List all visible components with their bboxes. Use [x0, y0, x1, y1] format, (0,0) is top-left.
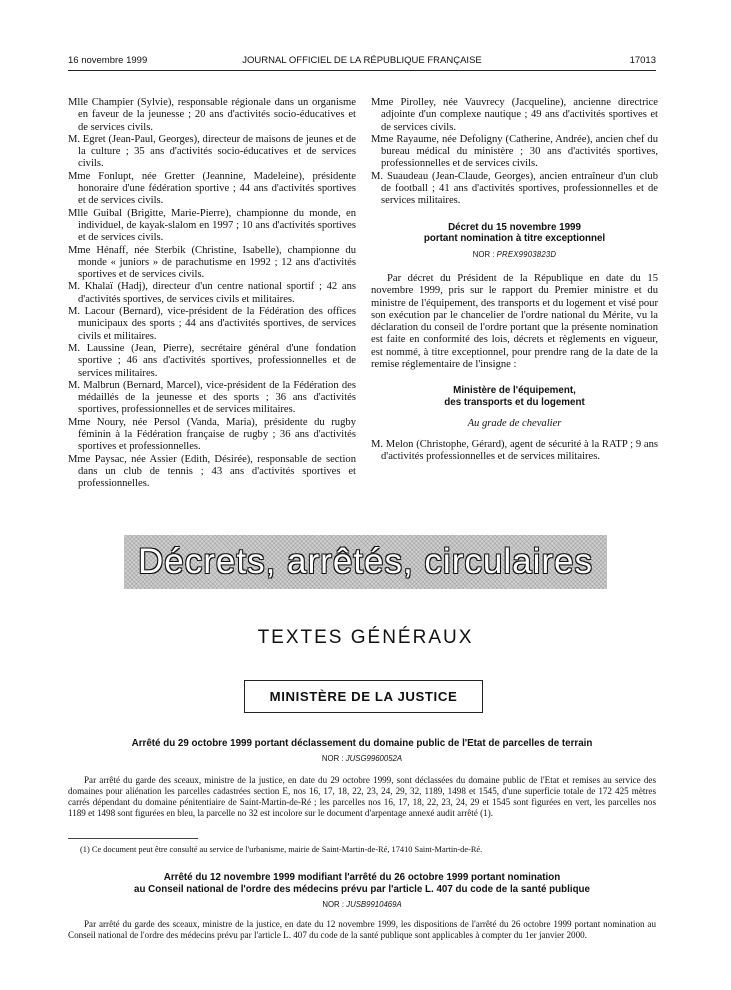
ministry-heading-line2: des transports et du logement [444, 396, 585, 408]
section-banner [124, 535, 607, 589]
grade-heading: Au grade de chevalier [467, 418, 562, 430]
section-title: TEXTES GÉNÉRAUX [257, 627, 474, 648]
ministry-heading [371, 385, 658, 408]
list-item: M. Egret (Jean-Paul, Georges), directeur de maisons de jeunes et de la culture ; 35 ans d'activités socio-éducatives et de services civils. [68, 133, 356, 170]
arrete-12-paragraph: Par arrêté du garde des sceaux, ministre de la justice, en date du 12 novembre 1999, les dispositions de l'arrêté du 26 octobre 1999 portant nomination au Conseil national de l'ordre des médecins prévu par l'article L. 407 du code de la santé publique sont applicables à compter du 1er janvier 2000. [68, 919, 656, 940]
list-item: Mme Rayaume, née Defoligny (Catherine, Andrée), ancien chef du bureau médical du ministère ; 30 ans d'activités sportives, professionnelles et de services civils. [371, 133, 658, 170]
list-item: Mlle Champier (Sylvie), responsable régionale dans un organisme en faveur de la jeunesse ; 20 ans d'activités socio-éducatives et de services civils. [68, 97, 356, 133]
decret-title [371, 222, 658, 245]
list-item: M. Laussine (Jean, Pierre), secrétaire général d'une fondation sportive ; 46 ans d'activités sportives, professionnelles et de services militaires. [68, 342, 356, 379]
arrete-12-nor-label: NOR : [322, 900, 344, 909]
left-column [68, 97, 356, 491]
page-header [68, 55, 656, 69]
ministry-box [244, 680, 483, 713]
arrete-12-title [68, 872, 656, 895]
list-item: Mme Hénaff, née Sterbik (Christine, Isabelle), championne du monde « juniors » de parachutisme en 1992 ; 12 ans d'activités sportives et de services civils. [68, 244, 356, 281]
decret-nor-code: PREX9903823D [496, 249, 557, 259]
list-item: M. Suaudeau (Jean-Claude, Georges), ancien entraîneur d'un club de football ; 41 ans d'activités sportives, professionnelles et de services militaires. [371, 170, 658, 207]
header-date: 16 novembre 1999 [68, 55, 148, 66]
list-item: Mme Fonlupt, née Gretter (Jeannine, Madeleine), présidente honoraire d'une fédération sportive ; 44 ans d'activités sportives et de services civils. [68, 170, 356, 207]
footnote-rule [68, 838, 198, 839]
list-item: M. Khalaï (Hadj), directeur d'un centre national sportif ; 42 ans d'activités sportives, de services civils et militaires. [68, 281, 356, 305]
arrete-12-nor [68, 900, 656, 909]
decret-entry: M. Melon (Christophe, Gérard), agent de sécurité à la RATP ; 9 ans d'activités professionnelles et de services militaires. [371, 438, 658, 462]
banner-title: Décrets, arrêtés, circulaires [138, 542, 593, 581]
arrete-12-block [68, 872, 656, 941]
list-item: Mme Paysac, née Assier (Edith, Désirée), responsable de section dans un club de tennis ; 43 ans d'activités sportives et professionnelles. [68, 453, 356, 490]
header-rule [68, 70, 656, 71]
decret-title-line1: Décret du 15 novembre 1999 [448, 221, 581, 233]
header-page-number: 17013 [629, 55, 656, 66]
list-item: M. Lacour (Bernard), vice-président de la Fédération des offices municipaux des sports ; 44 ans d'activités sportives, de services civils et militaires. [68, 306, 356, 342]
right-entries [371, 97, 658, 208]
arrete-29-title: Arrêté du 29 octobre 1999 portant déclassement du domaine public de l'Etat de parcelles de terrain [131, 738, 593, 749]
ministry-box-label: MINISTÈRE DE LA JUSTICE [269, 689, 458, 704]
decret-paragraph: Par décret du Président de la République en date du 15 novembre 1999, pris sur le rapport du Premier ministre et du ministre de l'équipement, des transports et du logement et visé pour son exécution par le chancelier de l'ordre national du Mérite, vu la déclaration du conseil de l'ordre portant que la présente nomination est faite en conformité des lois, décrets et règlements en vigueur, est nommé, à titre exceptionnel, pour prendre rang de la date de la remise réglementaire de l'insigne : [371, 272, 658, 371]
arrete-12-title-line2: au Conseil national de l'ordre des médecins prévu par l'article L. 407 du code de la santé publique [134, 883, 590, 895]
arrete-29-paragraph: Par arrêté du garde des sceaux, ministre de la justice, en date du 29 octobre 1999, sont déclassées du domaine public de l'Etat et remises au service des domaines pour aliénation les parcelles cadastrées section E, nos 16, 17, 18, 22, 23, 24, 29, 32, 1189, 1498 et 1545, d'une superficie totale de 172 425 mètres carrés dépendant du domaine pénitentiaire de Saint-Martin-de-Ré ; les parcelles nos 16, 17, 18, 22, 23, 24, 29 et 1545 sont figurées en vert, les parcelles nos 1189 et 1498 sont figurées en bleu, la parcelle no 32 est incolore sur le document d'arpentage annexé audit arrêté (1). [68, 774, 656, 818]
ministry-heading-line1: Ministère de l'équipement, [453, 385, 576, 397]
right-column [371, 97, 658, 463]
list-item: Mme Pirolley, née Vauvrecy (Jacqueline), ancienne directrice adjointe d'un complexe nautique ; 49 ans d'activités sportives et de services civils. [371, 97, 658, 133]
decret-nor [371, 249, 658, 261]
header-journal-title: JOURNAL OFFICIEL DE LA RÉPUBLIQUE FRANÇAISE [242, 55, 482, 66]
arrete-29-footnote: (1) Ce document peut être consulté au service de l'urbanisme, mairie de Saint-Martin-de-Ré, 17410 Saint-Martin-de-Ré. [80, 845, 483, 854]
arrete-29-block [68, 738, 656, 819]
decret-nor-label: NOR : [472, 249, 495, 259]
list-item: Mlle Guibal (Brigitte, Marie-Pierre), championne du monde, en individuel, de kayak-slalom en 1997 ; 10 ans d'activités sportives et de services civils. [68, 207, 356, 244]
arrete-12-title-line1: Arrêté du 12 novembre 1999 modifiant l'arrêté du 26 octobre 1999 portant nomination [163, 872, 561, 883]
arrete-29-nor-code: JUSG9960052A [345, 753, 403, 763]
decret-title-line2: portant nomination à titre exceptionnel [423, 233, 606, 245]
list-item: M. Malbrun (Bernard, Marcel), vice-président de la Fédération des médaillés de la jeunesse et des sports ; 36 ans d'activités sportives, professionnelles et de services militaires. [68, 379, 356, 416]
arrete-12-nor-code: JUSB9910469A [346, 900, 402, 909]
arrete-29-nor [68, 754, 656, 763]
list-item: Mme Noury, née Persol (Vanda, Maria), présidente du rugby féminin à la Fédération française de rugby ; 36 ans d'activités sportives et professionnelles. [68, 416, 356, 453]
arrete-29-nor-label: NOR : [321, 753, 344, 763]
